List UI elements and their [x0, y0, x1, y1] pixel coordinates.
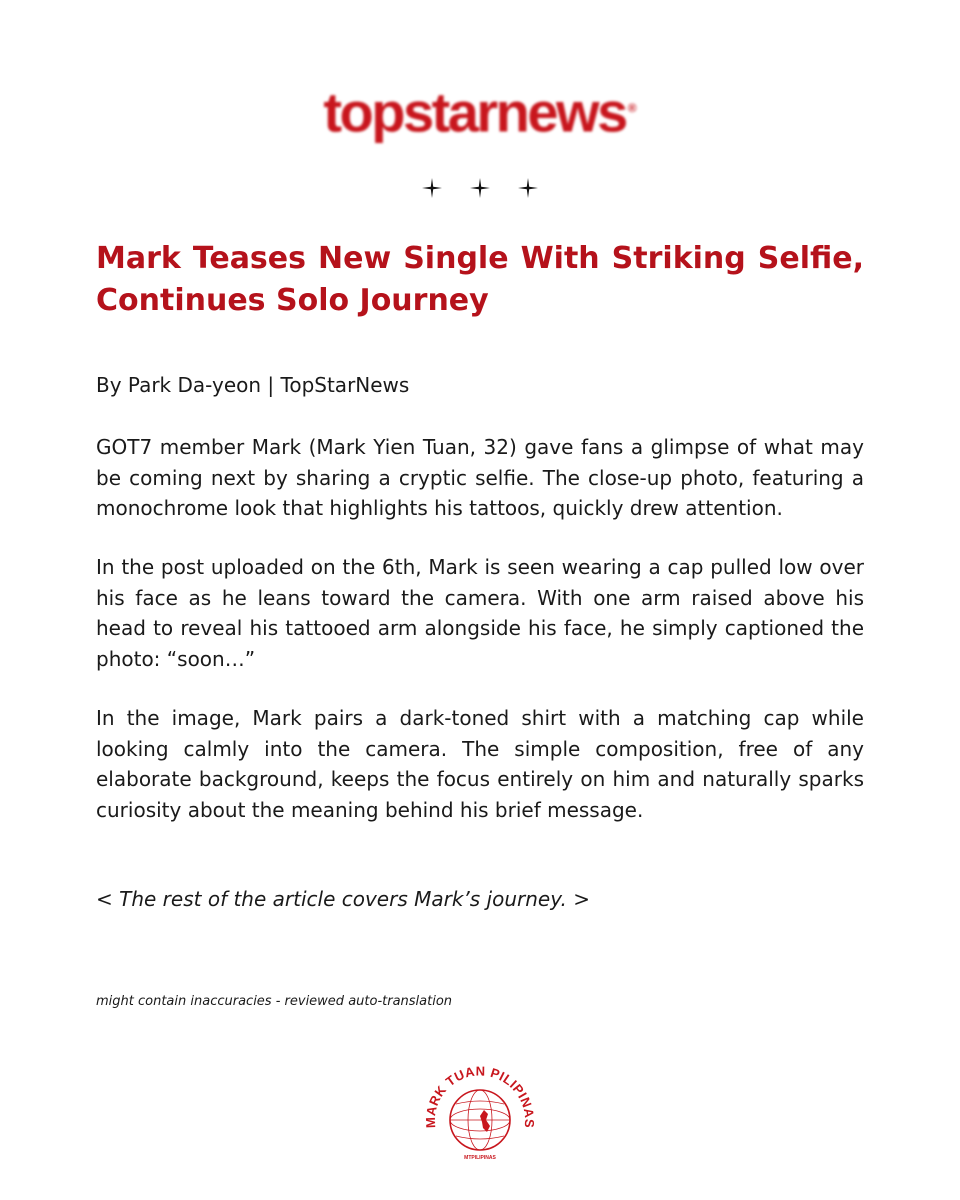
logo-text: topstarnews — [323, 80, 626, 144]
article-paragraph-2: In the post uploaded on the 6th, Mark is seen wearing a cap pulled low over his face as he leans toward the camera. With one arm raised above his head to reveal his tattooed arm alongside his face, he simply captioned the photo: “soon…” — [96, 555, 864, 671]
seal-ring-text: MARK TUAN PILIPINAS — [422, 1063, 538, 1129]
sparkle-icon — [422, 178, 442, 198]
sparkle-icon — [470, 178, 490, 198]
note-close-bracket: > — [566, 887, 590, 911]
article-paragraph-3: In the image, Mark pairs a dark-toned shirt with a matching cap while looking calmly into the camera. The simple composition, free of any elaborate background, keeps the focus entirely on him and naturally sparks curiosity about the meaning behind his brief message. — [96, 706, 864, 822]
article-byline: By Park Da-yeon | TopStarNews — [96, 373, 410, 397]
svg-text:MARK TUAN PILIPINAS — [423, 1064, 537, 1129]
note-text: The rest of the article covers Mark’s journey. — [119, 887, 567, 911]
topstarnews-logo — [0, 72, 960, 149]
sparkle-divider — [0, 178, 960, 198]
translation-disclaimer: might contain inaccuracies - reviewed auto-translation — [96, 994, 453, 1009]
sparkle-icon — [518, 178, 538, 198]
seal-bottom-text: MTPILIPINAS — [464, 1155, 496, 1161]
registered-mark: ® — [627, 101, 637, 115]
article-paragraph-1: GOT7 member Mark (Mark Yien Tuan, 32) gave fans a glimpse of what may be coming next by sharing a cryptic selfie. The close-up photo, featuring a monochrome look that highlights his tattoos, quickly drew attention. — [96, 435, 864, 520]
mark-tuan-pilipinas-seal — [420, 1058, 540, 1178]
article-headline: Mark Teases New Single With Striking Selfie, Continues Solo Journey — [96, 241, 864, 318]
note-open-bracket: < — [96, 887, 120, 911]
article-continuation-note — [96, 884, 864, 914]
